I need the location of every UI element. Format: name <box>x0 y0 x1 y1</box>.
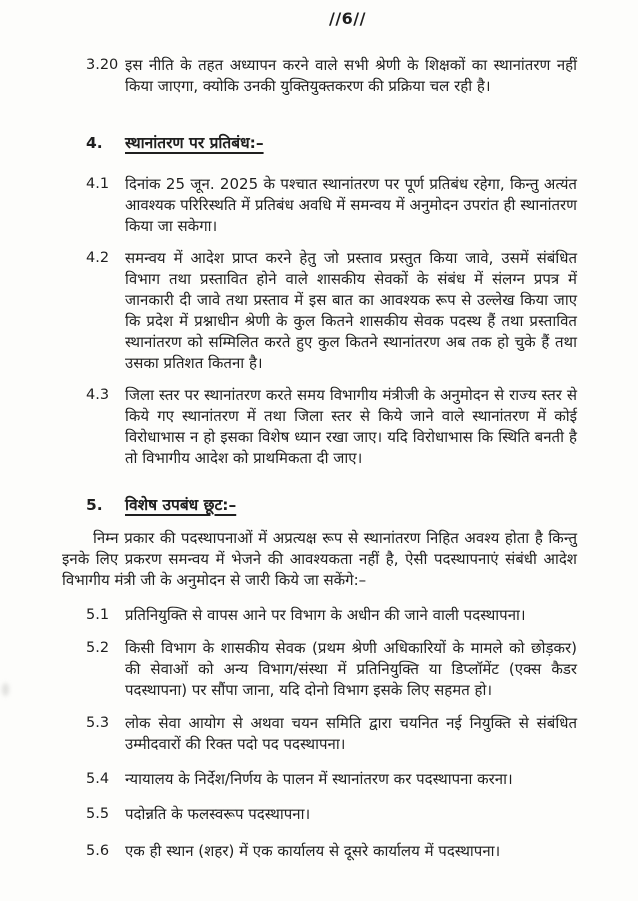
clause-number: 5.2 <box>86 640 110 656</box>
clause-4-3 <box>62 385 577 469</box>
section-title: विशेष उपबंध छूट:– <box>125 496 237 514</box>
clause-5-2 <box>62 638 577 701</box>
clause-number: 5.1 <box>86 607 110 623</box>
clause-number: 4.1 <box>86 176 110 192</box>
clause-number: 4.3 <box>86 387 110 403</box>
section-5-heading <box>62 495 577 516</box>
clause-number: 4.2 <box>86 250 110 266</box>
section-number: 5. <box>86 496 103 514</box>
clause-text: प्रतिनियुक्ति से वापस आने पर विभाग के अधीन की जाने वाली पदस्थापना। <box>125 606 526 624</box>
clause-5-4 <box>62 769 577 790</box>
clause-5-1 <box>62 605 577 626</box>
clause-text: किसी विभाग के शासकीय सेवक (प्रथम श्रेणी अधिकारियों के मामले को छोड़कर) की सेवाओं को अन्य विभाग/संस्था में प्रतिनियुक्ति या डिप्लॉमेंट (एक्स कैडर पदस्थापना) पर सौंपा जाना, यदि दोनो विभाग इसके लिए सहमत हो। <box>125 639 577 699</box>
clause-text: दिनांक 25 जून. 2025 के पश्चात स्थानांतरण पर पूर्ण प्रतिबंध रहेगा, किन्तु अत्यंत आवश्यक परिरिस्थति में प्रतिबंध अवधि में समन्वय में अनुमोदन उपरांत ही स्थानांतरण किया जा सकेगा। <box>125 175 577 235</box>
clause-text: लोक सेवा आयोग से अथवा चयन समिति द्वारा चयनित नई नियुक्ति से संबंधित उम्मीदवारों की रिक्त पदो पद पदस्थापना। <box>125 714 577 753</box>
section-title: स्थानांतरण पर प्रतिबंध:– <box>125 134 264 152</box>
clause-text: इस नीति के तहत अध्यापन करने वाले सभी श्रेणी के शिक्षकों का स्थानांतरण नहीं किया जाएगा, क्योकि उनकी युक्तियुक्तकरण की प्रक्रिया चल रही है। <box>125 56 577 95</box>
clause-number: 5.3 <box>86 715 110 731</box>
clause-text: समन्वय में आदेश प्राप्त करने हेतु जो प्रस्ताव प्रस्तुत किया जावे, उसमें संबंधित विभाग तथा प्रस्तावित होने वाले शासकीय सेवकों के संबंध में संलग्न प्रपत्र में जानकारी दी जावे तथा प्रस्ताव में इस बात का आवश्यक रूप से उल्लेख किया जाए कि प्रदेश में प्रश्नाधीन श्रेणी के कुल कितने शासकीय सेवक पदस्थ हैं तथा प्रस्तावित स्थानांतरण को सम्मिलित करते हुए कुल कितने स्थानांतरण अब तक हो चुके हैं तथा उसका प्रतिशत कितना है। <box>125 249 577 372</box>
section-4-heading <box>62 133 577 154</box>
clause-number: 5.6 <box>86 843 110 859</box>
clause-text: न्यायालय के निर्देश/निर्णय के पालन में स्थानांतरण कर पदस्थापना करना। <box>125 770 513 788</box>
clause-4-1 <box>62 174 577 237</box>
page-number: //6// <box>328 9 366 28</box>
clause-4-2 <box>62 248 577 374</box>
clause-text: जिला स्तर पर स्थानांतरण करते समय विभागीय मंत्रीजी के अनुमोदन से राज्य स्तर से किये गए स्थानांतरण में तथा जिला स्तर से किये जाने वाले स्थानांतरण में कोई विरोधाभास न हो इसका विशेष ध्यान रखा जाए। यदि विरोधाभास कि स्थिति बनती है तो विभागीय आदेश को प्राथमिकता दी जाए। <box>125 386 577 467</box>
scan-artifact <box>2 683 9 696</box>
clause-5-6 <box>62 841 577 862</box>
clause-text: एक ही स्थान (शहर) में एक कार्यालय से दूसरे कार्यालय में पदस्थापना। <box>125 842 501 860</box>
clause-5-5 <box>62 804 577 825</box>
clause-number: 5.4 <box>86 771 110 787</box>
clause-3-20 <box>62 55 577 97</box>
clause-text: पदोन्नति के फलस्वरूप पदस्थापना। <box>125 805 311 823</box>
clause-number: 5.5 <box>86 806 110 822</box>
section-5-intro: निम्न प्रकार की पदस्थापनाओं में अप्रत्यक्ष रूप से स्थानांतरण निहित अवश्य होता है किन्तु इनके लिए प्रकरण समन्वय में भेजने की आवश्यकता नहीं है, ऐसी पदस्थापनाएं संबंधी आदेश विभागीय मंत्री जी के अनुमोदन से जारी किये जा सकेंगे:– <box>62 529 577 589</box>
clause-number: 3.20 <box>86 57 119 73</box>
section-number: 4. <box>86 134 103 152</box>
clause-5-3 <box>62 713 577 755</box>
